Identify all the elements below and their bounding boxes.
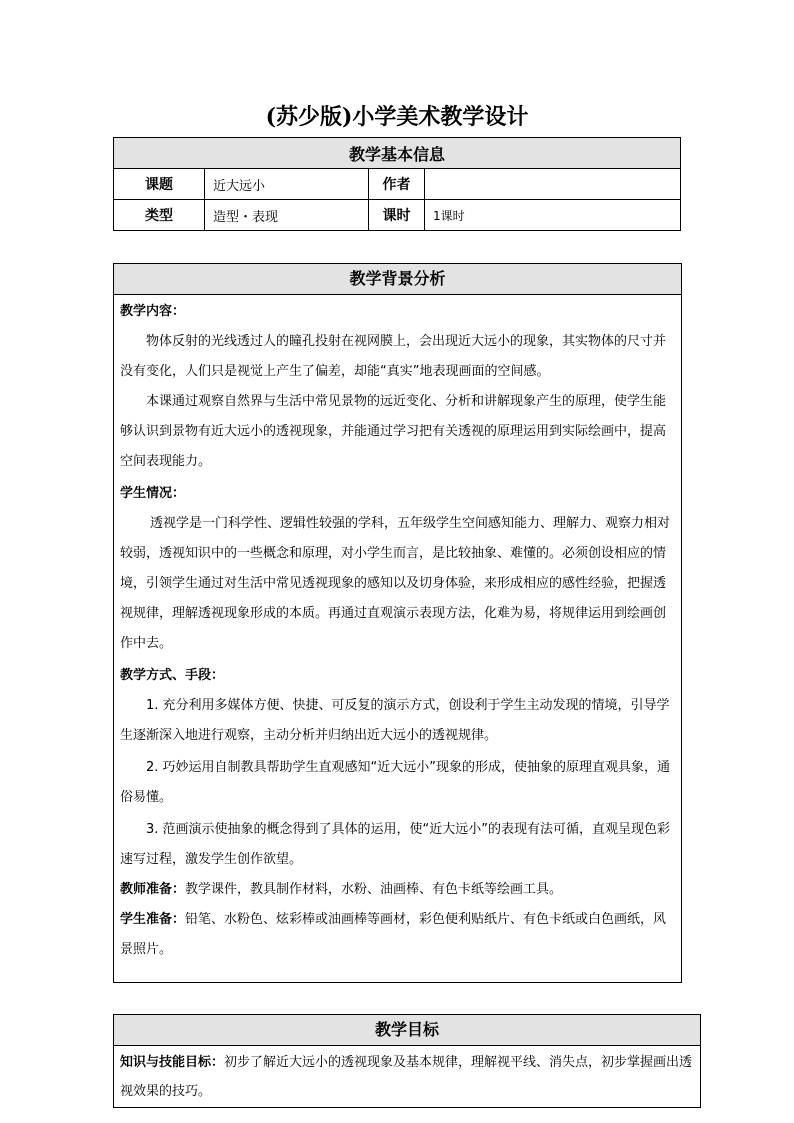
student-paragraph: 透视学是一门科学性、逻辑性较强的学科，五年级学生空间感知能力、理解力、观察力相对较弱，透视知识中的一些概念和原理，对小学生而言，是比较抽象、难懂的。必须创设相应的情境，引领学生通过对生活中常见透视现象的感知以及切身体验，来形成相应的感性经验，把握透视规律，理解透视现象形成的本质。再通过直观演示表现方法，化难为易，将规律运用到绘画创作中去。: [120, 516, 671, 651]
knowledge-text: 初步了解近大远小的透视现象及基本规律，理解视平线、消失点，初步掌握画出透视效果的技巧。: [120, 1055, 693, 1099]
basic-info-header: 教学基本信息: [114, 138, 681, 169]
objectives-header: 教学目标: [114, 1015, 700, 1046]
content-paragraph-1: 物体反射的光线透过人的瞳孔投射在视网膜上，会出现近大远小的现象，其实物体的尺寸并没有变化，人们只是视觉上产生了偏差，却能“真实”地表现画面的空间感。: [120, 334, 667, 379]
content-heading: 教学内容：: [120, 304, 186, 319]
objectives-section: [113, 1014, 701, 1108]
basic-info-table: [113, 137, 681, 231]
knowledge-label: 知识与技能目标：: [120, 1055, 225, 1070]
document-title: (苏少版)小学美术教学设计: [265, 104, 529, 130]
topic-value: 近大远小: [205, 169, 369, 200]
method-item-3: 3. 范画演示使抽象的概念得到了具体的运用，使“近大远小”的表现有法可循，直观呈现色彩速写过程，激发学生创作欲望。: [120, 822, 671, 867]
background-analysis-section: [113, 263, 682, 983]
type-label: 类型: [114, 200, 205, 231]
topic-label: 课题: [114, 169, 205, 200]
teacher-prep: [120, 875, 675, 905]
student-heading: 学生情况：: [120, 486, 186, 501]
content-paragraph-2: 本课通过观察自然界与生活中常见景物的远近变化、分析和讲解现象产生的原理，使学生能够认识到景物有近大远小的透视现象，并能通过学习把有关透视的原理运用到实际绘画中，提高空间表现能力。: [120, 394, 667, 469]
background-header: 教学背景分析: [114, 264, 681, 295]
background-content: [114, 295, 681, 965]
type-value: 造型・表现: [205, 200, 369, 231]
method-item-1: 1. 充分利用多媒体方便、快捷、可反复的演示方式，创设利于学生主动发现的情境，引导学生逐渐深入地进行观察，主动分析并归纳出近大远小的透视规律。: [120, 698, 670, 743]
author-value: [425, 169, 681, 200]
student-prep-text: 铅笔、水粉色、炫彩棒或油画棒等画材，彩色便利贴纸片、有色卡纸或白色画纸，风景照片。: [120, 912, 667, 957]
method-item-2: 2. 巧妙运用自制教具帮助学生直观感知“近大远小”现象的形成，使抽象的原理直观具象，通俗易懂。: [120, 760, 671, 805]
period-label: 课时: [369, 200, 425, 231]
student-prep-label: 学生准备：: [120, 912, 186, 927]
student-prep: [120, 905, 675, 965]
method-heading: 教学方式、手段：: [120, 668, 225, 683]
objectives-content: [114, 1046, 700, 1106]
teacher-prep-label: 教师准备：: [120, 882, 186, 897]
period-value: 1课时: [425, 200, 681, 231]
teacher-prep-text: 教学课件，教具制作材料，水粉、油画棒、有色卡纸等绘画工具。: [185, 882, 563, 897]
knowledge-objective: [120, 1048, 694, 1106]
author-label: 作者: [369, 169, 425, 200]
